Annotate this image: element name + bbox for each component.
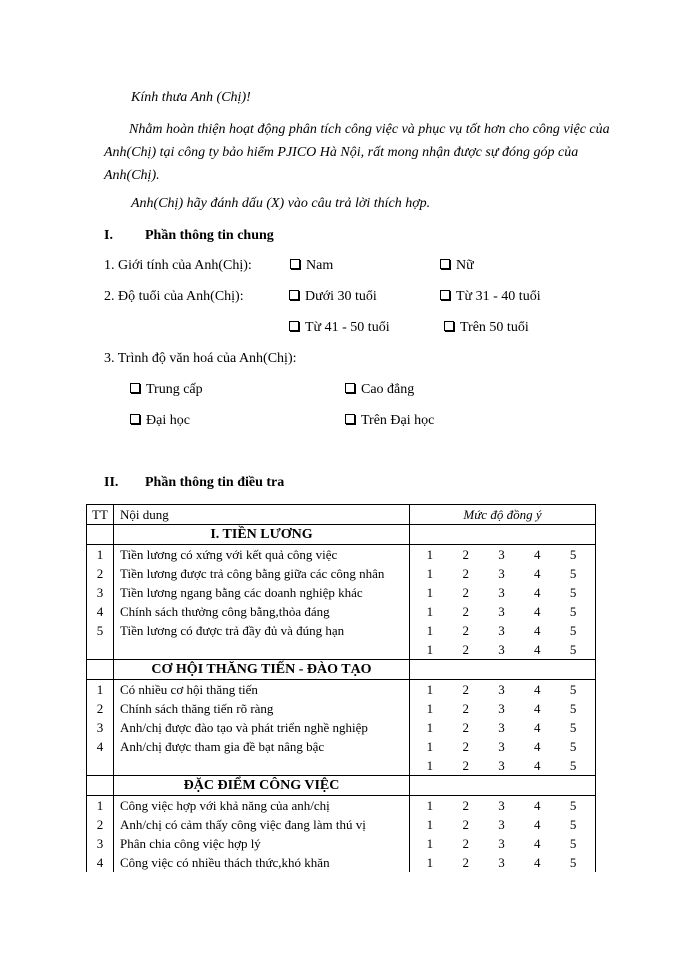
row-content (114, 640, 410, 660)
rating-scale (410, 583, 596, 602)
table-row (87, 545, 596, 565)
rating-option[interactable]: 3 (498, 565, 505, 581)
checkbox-icon[interactable] (289, 290, 299, 300)
row-content: Tiền lương được trả công bằng giữa các công nhân (114, 564, 410, 583)
rating-option[interactable]: 4 (534, 719, 541, 735)
rating-option[interactable]: 4 (534, 797, 541, 813)
table-row (87, 853, 596, 872)
rating-option[interactable]: 1 (426, 700, 434, 716)
rating-option[interactable]: 2 (462, 738, 469, 754)
row-content: Anh/chị được đào tạo và phát triển nghề nghiệp (114, 718, 410, 737)
rating-option[interactable]: 2 (462, 816, 469, 832)
rating-option[interactable]: 1 (426, 816, 434, 832)
section-header-row (87, 660, 596, 680)
checkbox-icon[interactable] (130, 383, 140, 393)
table-row (87, 621, 596, 640)
rating-option[interactable]: 2 (462, 546, 469, 562)
rating-option[interactable]: 3 (498, 622, 505, 638)
rating-option[interactable]: 3 (498, 816, 505, 832)
checkbox-icon[interactable] (444, 321, 454, 331)
table-row (87, 815, 596, 834)
checkbox-icon[interactable] (289, 321, 299, 331)
rating-option[interactable]: 4 (534, 622, 541, 638)
row-content: Chính sách thưởng công bằng,thỏa đáng (114, 602, 410, 621)
rating-option[interactable]: 4 (534, 816, 541, 832)
q2-option-over50[interactable]: Trên 50 tuổi (444, 320, 529, 336)
survey-table (86, 504, 596, 872)
part2-numeral: II. (104, 475, 119, 490)
rating-option[interactable]: 4 (534, 757, 541, 773)
rating-option[interactable]: 3 (498, 546, 505, 562)
row-number: 3 (87, 834, 114, 853)
q1-label: 1. Giới tính của Anh(Chị): (104, 258, 252, 273)
row-content: Phân chia công việc hợp lý (114, 834, 410, 853)
table-row (87, 640, 596, 660)
rating-option[interactable]: 2 (462, 681, 469, 697)
rating-option[interactable]: 4 (534, 641, 541, 657)
table-row (87, 718, 596, 737)
rating-option[interactable]: 1 (426, 622, 434, 638)
rating-scale (410, 737, 596, 756)
rating-option[interactable]: 1 (426, 584, 434, 600)
rating-option[interactable]: 4 (534, 835, 541, 851)
rating-scale (410, 718, 596, 737)
row-number: 1 (87, 680, 114, 700)
row-number: 4 (87, 853, 114, 872)
rating-option[interactable]: 1 (426, 719, 434, 735)
rating-option[interactable]: 5 (569, 738, 577, 754)
header-content: Nội dung (114, 505, 410, 525)
instruction: Anh(Chị) hãy đánh dấu (X) vào câu trả lời thích hợp. (131, 196, 431, 211)
checkbox-icon[interactable] (440, 259, 450, 269)
row-number: 4 (87, 602, 114, 621)
q3-option-cao-dang[interactable]: Cao đẳng (345, 382, 414, 398)
q3-option-tren-dai-hoc[interactable]: Trên Đại học (345, 413, 434, 429)
rating-option[interactable]: 4 (534, 854, 541, 870)
q3-option-dai-hoc[interactable]: Đại học (130, 413, 190, 429)
q2-option-31-40[interactable]: Từ 31 - 40 tuổi (440, 289, 541, 305)
row-content: Anh/chị có cảm thấy công việc đang làm thú vị (114, 815, 410, 834)
rating-option[interactable]: 3 (498, 854, 505, 870)
row-content: Tiền lương có xứng với kết quả công việc (114, 545, 410, 565)
intro-paragraph: Nhằm hoàn thiện hoạt động phân tích công việc và phục vụ tốt hơn cho công việc của Anh(Chị) tại công ty bảo hiểm PJICO Hà Nội, rất mong nhận được sự đóng góp của Anh(Chị). (104, 122, 610, 183)
rating-option[interactable]: 2 (462, 584, 469, 600)
rating-option[interactable]: 4 (534, 565, 541, 581)
rating-option[interactable]: 2 (462, 797, 469, 813)
section-title: CƠ HỘI THĂNG TIẾN - ĐÀO TẠO (114, 660, 410, 680)
checkbox-icon[interactable] (130, 414, 140, 424)
rating-option[interactable]: 2 (462, 757, 469, 773)
rating-option[interactable]: 3 (498, 757, 505, 773)
rating-option[interactable]: 1 (426, 603, 434, 619)
rating-option[interactable]: 5 (569, 700, 577, 716)
rating-option[interactable]: 4 (534, 584, 541, 600)
rating-option[interactable]: 3 (498, 797, 505, 813)
rating-option[interactable]: 1 (426, 835, 434, 851)
row-number: 2 (87, 699, 114, 718)
rating-option[interactable]: 3 (498, 584, 505, 600)
rating-scale (410, 602, 596, 621)
part2-title: Phần thông tin điều tra (145, 475, 285, 490)
table-row (87, 602, 596, 621)
q2-label: 2. Độ tuổi của Anh(Chị): (104, 289, 244, 304)
table-row (87, 699, 596, 718)
row-content: Công việc hợp với khả năng của anh/chị (114, 796, 410, 816)
part1-numeral: I. (104, 228, 113, 243)
rating-scale (410, 834, 596, 853)
table-row (87, 564, 596, 583)
section-title: I. TIỀN LƯƠNG (114, 525, 410, 545)
rating-option[interactable]: 4 (534, 546, 541, 562)
rating-option[interactable]: 5 (569, 757, 577, 773)
rating-option[interactable]: 5 (569, 622, 577, 638)
rating-option[interactable]: 5 (569, 835, 577, 851)
rating-option[interactable]: 5 (569, 565, 577, 581)
row-number: 4 (87, 737, 114, 756)
table-row (87, 680, 596, 700)
table-row (87, 834, 596, 853)
rating-scale (410, 564, 596, 583)
q2-option-41-50[interactable]: Từ 41 - 50 tuổi (289, 320, 390, 336)
q3-label: 3. Trình độ văn hoá của Anh(Chị): (104, 351, 297, 366)
rating-option[interactable]: 2 (462, 700, 469, 716)
table-header-row (87, 505, 596, 525)
checkbox-icon[interactable] (345, 383, 355, 393)
header-level: Mức độ đồng ý (410, 505, 596, 525)
rating-option[interactable]: 2 (462, 565, 469, 581)
table-row (87, 583, 596, 602)
rating-option[interactable]: 1 (426, 546, 434, 562)
row-number: 1 (87, 796, 114, 816)
rating-option[interactable]: 1 (426, 854, 434, 870)
rating-scale (410, 815, 596, 834)
rating-option[interactable]: 5 (569, 681, 577, 697)
rating-option[interactable]: 3 (498, 738, 505, 754)
row-content: Công việc có nhiều thách thức,khó khăn (114, 853, 410, 872)
rating-scale (410, 853, 596, 872)
row-content: Tiền lương ngang bằng các doanh nghiệp khác (114, 583, 410, 602)
part1-title: Phần thông tin chung (145, 228, 274, 243)
rating-option[interactable]: 1 (426, 681, 434, 697)
rating-option[interactable]: 1 (426, 738, 434, 754)
row-number: 5 (87, 621, 114, 640)
rating-option[interactable]: 5 (569, 546, 577, 562)
checkbox-icon[interactable] (440, 290, 450, 300)
rating-option[interactable]: 5 (569, 797, 577, 813)
row-content: Có nhiều cơ hội thăng tiến (114, 680, 410, 700)
rating-option[interactable]: 4 (534, 700, 541, 716)
rating-scale (410, 796, 596, 816)
rating-option[interactable]: 1 (426, 797, 434, 813)
rating-option[interactable]: 5 (569, 641, 577, 657)
rating-option[interactable]: 3 (498, 700, 505, 716)
rating-option[interactable]: 3 (498, 835, 505, 851)
row-number: 3 (87, 583, 114, 602)
q2-option-under30[interactable]: Dưới 30 tuổi (289, 289, 377, 305)
rating-option[interactable]: 5 (569, 584, 577, 600)
rating-scale (410, 545, 596, 565)
rating-option[interactable]: 4 (534, 603, 541, 619)
row-content: Chính sách thăng tiến rõ ràng (114, 699, 410, 718)
rating-scale (410, 640, 596, 660)
q3-option-trung-cap[interactable]: Trung cấp (130, 382, 203, 398)
rating-scale (410, 756, 596, 776)
rating-scale (410, 680, 596, 700)
rating-option[interactable]: 1 (426, 565, 434, 581)
rating-option[interactable]: 3 (498, 641, 505, 657)
row-number (87, 640, 114, 660)
table-row (87, 756, 596, 776)
rating-option[interactable]: 2 (462, 854, 469, 870)
table-row (87, 737, 596, 756)
q1-option-female[interactable]: Nữ (440, 258, 474, 274)
rating-option[interactable]: 2 (462, 622, 469, 638)
section-title: ĐẶC ĐIỂM CÔNG VIỆC (114, 776, 410, 796)
row-content (114, 756, 410, 776)
checkbox-icon[interactable] (290, 259, 300, 269)
q1-option-male[interactable]: Nam (290, 258, 333, 274)
rating-option[interactable]: 4 (534, 681, 541, 697)
checkbox-icon[interactable] (345, 414, 355, 424)
row-content: Tiền lương có được trả đầy đủ và đúng hạn (114, 621, 410, 640)
row-number: 3 (87, 718, 114, 737)
rating-option[interactable]: 2 (462, 719, 469, 735)
row-number: 2 (87, 564, 114, 583)
greeting: Kính thưa Anh (Chị)! (131, 90, 251, 105)
rating-option[interactable]: 2 (462, 835, 469, 851)
table-row (87, 796, 596, 816)
rating-option[interactable]: 3 (498, 681, 505, 697)
rating-scale (410, 621, 596, 640)
rating-option[interactable]: 1 (426, 757, 434, 773)
row-number: 1 (87, 545, 114, 565)
rating-option[interactable]: 5 (569, 719, 577, 735)
rating-option[interactable]: 2 (462, 641, 469, 657)
rating-option[interactable]: 5 (569, 854, 577, 870)
rating-option[interactable]: 4 (534, 738, 541, 754)
row-number: 2 (87, 815, 114, 834)
row-content: Anh/chị được tham gia đề bạt nâng bậc (114, 737, 410, 756)
rating-option[interactable]: 3 (498, 719, 505, 735)
section-header-row (87, 776, 596, 796)
rating-option[interactable]: 5 (569, 603, 577, 619)
rating-option[interactable]: 3 (498, 603, 505, 619)
header-tt: TT (87, 505, 114, 525)
rating-option[interactable]: 2 (462, 603, 469, 619)
row-number (87, 756, 114, 776)
rating-option[interactable]: 1 (426, 641, 434, 657)
section-header-row (87, 525, 596, 545)
rating-option[interactable]: 5 (569, 816, 577, 832)
rating-scale (410, 699, 596, 718)
